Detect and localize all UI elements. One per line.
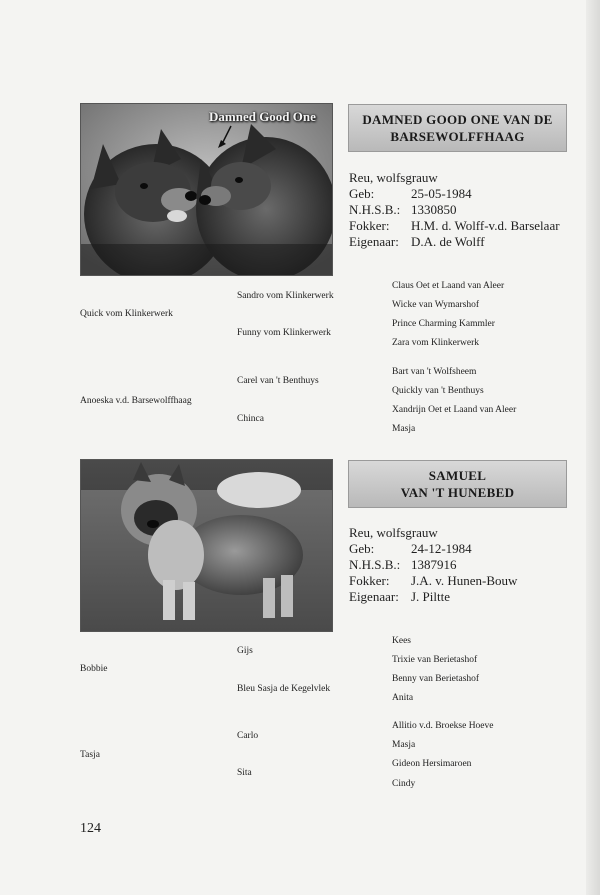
info-label: Eigenaar: [349,234,399,249]
info-row [349,202,560,218]
pedigree-great-grandparent: Zara vom Klinkerwerk [392,338,480,348]
pedigree-great-grandparent: Quickly van 't Benthuys [392,386,484,396]
info-row [349,541,517,557]
photo-caption: Damned Good One [209,109,316,124]
pedigree-grandparent: Gijs [237,646,253,656]
pedigree-grandparent: Chinca [237,414,264,424]
pedigree-grandparent: Carlo [237,731,259,741]
dog-title-line: BARSEWOLFFHAAG [390,129,525,144]
dog-title-2 [348,460,567,508]
pedigree-great-grandparent: Bart van 't Wolfsheem [392,367,477,377]
info-label: Fokker: [349,218,390,233]
pedigree-parent: Anoeska v.d. Barsewolffhaag [80,396,192,406]
pedigree-great-grandparent: Prince Charming Kammler [392,319,495,329]
info-label: Eigenaar: [349,589,399,604]
info-row [349,234,560,250]
pedigree-parent: Quick vom Klinkerwerk [80,309,173,319]
info-row [349,218,560,234]
pedigree-great-grandparent: Claus Oet et Laand van Aleer [392,281,505,291]
info-row [349,573,517,589]
info-value: 25-05-1984 [411,186,472,201]
info-label: Geb: [349,541,375,556]
sex-color: Reu, wolfsgrauw [349,170,438,185]
dog-title-line: VAN 'T HUNEBED [400,485,515,500]
info-value: J.A. v. Hunen-Bouw [411,573,518,588]
info-label: Fokker: [349,573,390,588]
pedigree-great-grandparent: Cindy [392,779,416,789]
info-value: 1387916 [411,557,457,572]
info-row [349,186,560,202]
pedigree-grandparent: Sandro vom Klinkerwerk [237,291,334,301]
info-value: J. Piltte [411,589,451,604]
dog-photo-2 [80,459,333,632]
pedigree-great-grandparent: Gideon Hersimaroen [392,759,472,769]
pedigree-great-grandparent: Masja [392,424,416,434]
pedigree-grandparent: Carel van 't Benthuys [237,376,319,386]
pedigree-great-grandparent: Wicke van Wymarshof [392,300,479,310]
dog-info-2 [349,525,517,605]
sex-color: Reu, wolfsgrauw [349,525,438,540]
page-number: 124 [80,821,101,836]
info-row [349,589,517,605]
dog-title-1 [348,104,567,152]
dog-title-line: DAMNED GOOD ONE VAN DE [362,112,553,127]
pedigree-great-grandparent: Xandrijn Oet et Laand van Aleer [392,405,517,415]
pedigree-grandparent: Sita [237,768,252,778]
dog-info-1 [349,170,560,250]
pedigree-parent: Bobbie [80,664,108,674]
pedigree-great-grandparent: Kees [392,636,411,646]
info-value: H.M. d. Wolff-v.d. Barselaar [411,218,560,233]
pedigree-great-grandparent: Benny van Berietashof [392,674,480,684]
info-label: Geb: [349,186,375,201]
pedigree-grandparent: Funny vom Klinkerwerk [237,328,331,338]
pedigree-parent: Tasja [80,750,100,760]
pedigree-grandparent: Bleu Sasja de Kegelvlek [237,684,331,694]
pedigree-great-grandparent: Trixie van Berietashof [392,655,478,665]
info-row [349,557,517,573]
dog-photo-1 [80,103,333,276]
page-edge [586,0,600,895]
info-label: N.H.S.B.: [349,557,401,572]
pedigree-great-grandparent: Masja [392,740,416,750]
info-label: N.H.S.B.: [349,202,401,217]
info-value: 24-12-1984 [411,541,472,556]
info-value: 1330850 [411,202,457,217]
pedigree-great-grandparent: Allitio v.d. Broekse Hoeve [392,721,494,731]
pedigree-great-grandparent: Anita [392,693,414,703]
dog-title-line: SAMUEL [428,468,487,483]
dog-photo-1-image [81,104,332,275]
dog-photo-2-image [81,460,332,631]
info-value: D.A. de Wolff [411,234,485,249]
